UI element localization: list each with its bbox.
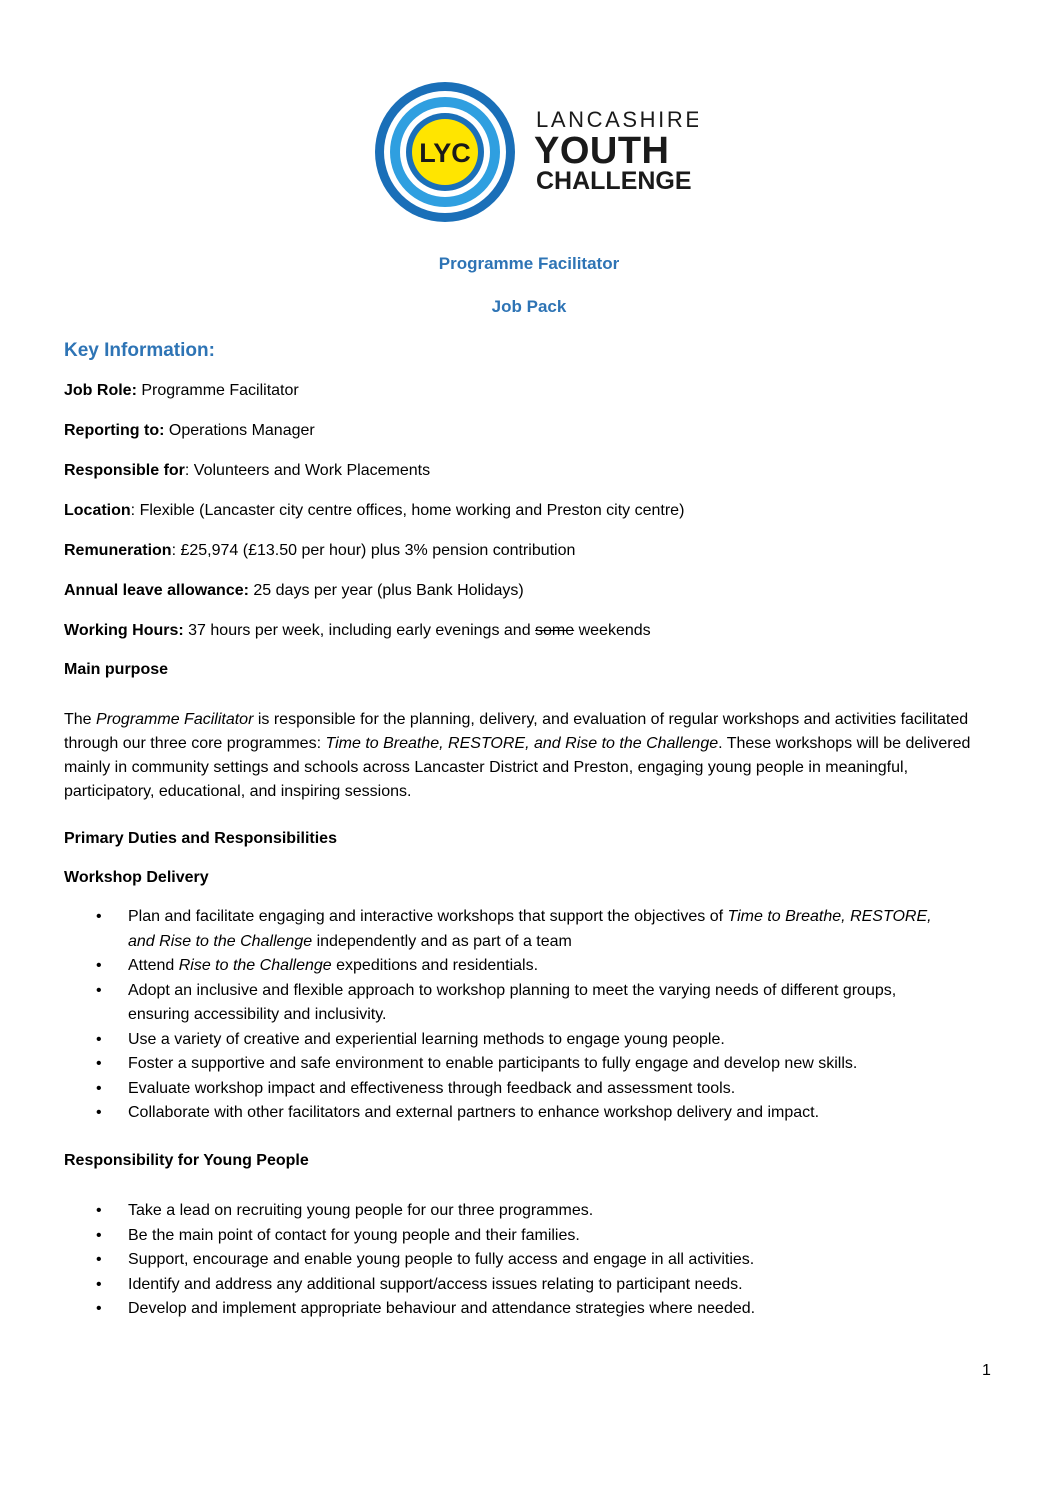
key-info-label: Annual leave allowance: xyxy=(64,582,249,599)
list-item xyxy=(64,1077,944,1102)
list-item-text: Be the main point of contact for young people and their families. xyxy=(128,1226,580,1244)
key-info-label: Remuneration xyxy=(64,542,172,559)
text-run: . These workshops will be delivered mainly in community settings and schools across Lancaster District and Preston, engaging young people in meaningful, participatory, educational, and inspiring sessions. xyxy=(64,735,971,800)
list-item-text: Take a lead on recruiting young people for our three programmes. xyxy=(128,1202,594,1219)
bullet-icon: • xyxy=(96,1030,102,1048)
key-info-label: Responsible for xyxy=(64,462,185,479)
key-info-working-hours xyxy=(64,621,651,641)
page-number: 1 xyxy=(982,1362,991,1379)
bullet-icon: • xyxy=(96,981,102,999)
text-run: is responsible for the planning, delivery, and evaluation of regular workshops and activities facilitated through our three core programmes: xyxy=(64,711,969,752)
text-run: expeditions and residentials. xyxy=(331,957,539,974)
key-info-value: Programme Facilitator xyxy=(136,382,299,399)
list-item xyxy=(64,1101,944,1126)
logo-monogram: LYC xyxy=(419,138,471,168)
bullet-icon: • xyxy=(96,957,102,974)
list-item-text: Support, encourage and enable young people to fully access and engage in all activities. xyxy=(128,1251,755,1268)
key-info-reporting-to xyxy=(64,421,315,441)
list-item-text: Adopt an inclusive and flexible approach to workshop planning to meet the varying needs of different groups, ensuring accessibility and inclusivity. xyxy=(128,981,897,1023)
bullet-icon: • xyxy=(96,1226,102,1244)
key-info-label: Working Hours: xyxy=(64,622,184,639)
bullet-icon: • xyxy=(96,1300,102,1317)
logo xyxy=(368,76,698,228)
key-info-label: Reporting to: xyxy=(64,422,165,439)
workshop-delivery-heading: Workshop Delivery xyxy=(64,869,209,886)
list-item-text: Identify and address any additional support/access issues relating to participant needs. xyxy=(128,1275,743,1293)
list-item xyxy=(64,1028,944,1053)
logo-line3: CHALLENGE xyxy=(536,167,692,195)
list-item xyxy=(64,1248,944,1273)
key-info-value: 37 hours per week, including early evenings and xyxy=(183,622,536,639)
logo-line1: LANCASHIRE xyxy=(536,107,698,132)
list-item-text: Develop and implement appropriate behaviour and attendance strategies where needed. xyxy=(128,1300,756,1317)
bullet-icon: • xyxy=(96,1104,102,1121)
workshop-delivery-list xyxy=(64,905,944,1126)
key-info-annual-leave xyxy=(64,581,524,601)
struck-text: some xyxy=(535,622,575,639)
key-info-responsible-for xyxy=(64,461,430,481)
list-item xyxy=(64,1199,944,1224)
list-item xyxy=(64,905,944,954)
bullet-icon: • xyxy=(96,1251,102,1268)
list-item-text: Foster a supportive and safe environment to enable participants to fully engage and develop new skills. xyxy=(128,1055,858,1072)
key-info-value: : £25,974 (£13.50 per hour) plus 3% pension contribution xyxy=(171,542,576,559)
key-info-value: Operations Manager xyxy=(164,422,315,439)
young-people-list xyxy=(64,1199,944,1322)
list-item xyxy=(64,1052,944,1077)
young-people-heading: Responsibility for Young People xyxy=(64,1152,309,1169)
text-run: Attend xyxy=(128,957,179,974)
list-item xyxy=(64,1273,944,1298)
italic-run: Programme Facilitator xyxy=(96,711,254,728)
lyc-logo-emblem xyxy=(368,76,698,228)
key-info-remuneration xyxy=(64,541,575,561)
key-info-job-role xyxy=(64,381,299,401)
key-info-value: : Flexible (Lancaster city centre offices, home working and Preston city centre) xyxy=(130,502,685,519)
list-item-text: Collaborate with other facilitators and external partners to enhance workshop delivery and impact. xyxy=(128,1104,820,1121)
logo-line2: YOUTH xyxy=(534,130,670,172)
list-item xyxy=(64,979,944,1028)
list-item xyxy=(64,954,944,979)
text-run: Plan and facilitate engaging and interactive workshops that support the objectives of xyxy=(128,908,728,925)
main-purpose-heading: Main purpose xyxy=(64,661,169,678)
key-info-value: 25 days per year (plus Bank Holidays) xyxy=(248,582,524,599)
document-title: Programme Facilitator xyxy=(438,254,620,273)
bullet-icon: • xyxy=(96,908,102,925)
list-item-text: Evaluate workshop impact and effectiveness through feedback and assessment tools. xyxy=(128,1079,736,1097)
italic-run: Rise to the Challenge xyxy=(178,957,332,974)
italic-run: Time to Breathe, RESTORE, and Rise to the Challenge xyxy=(128,908,932,950)
bullet-icon: • xyxy=(96,1055,102,1072)
key-info-label: Location xyxy=(64,502,131,519)
list-item xyxy=(64,1224,944,1249)
key-info-value: : Volunteers and Work Placements xyxy=(184,462,431,479)
italic-run: Time to Breathe, RESTORE, and Rise to the Challenge xyxy=(325,735,719,752)
main-purpose-paragraph xyxy=(64,708,994,804)
list-item xyxy=(64,1297,944,1322)
bullet-icon: • xyxy=(96,1275,102,1293)
bullet-icon: • xyxy=(96,1202,102,1219)
text-run: independently and as part of a team xyxy=(312,932,572,950)
key-info-value-end: weekends xyxy=(574,622,651,639)
duties-heading: Primary Duties and Responsibilities xyxy=(64,830,337,847)
key-info-heading: Key Information: xyxy=(64,340,215,361)
key-info-location xyxy=(64,501,684,521)
text-run: The xyxy=(64,711,97,728)
document-subtitle: Job Pack xyxy=(491,297,567,316)
key-info-label: Job Role: xyxy=(64,382,137,399)
bullet-icon: • xyxy=(96,1079,102,1097)
list-item-text: Use a variety of creative and experiential learning methods to engage young people. xyxy=(128,1030,725,1048)
